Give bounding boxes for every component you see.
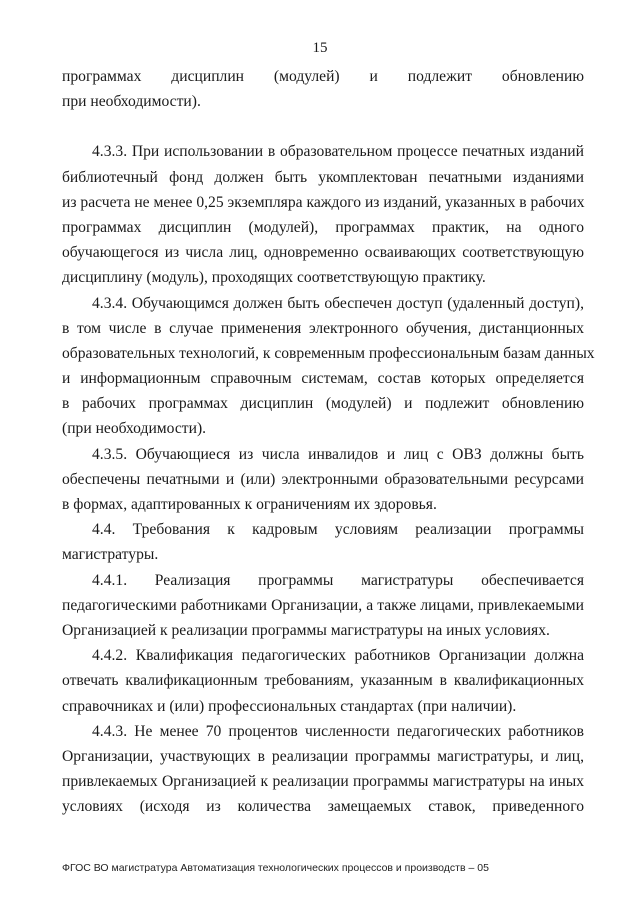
paragraph-start-4-4-1: 4.4.1. Реализация программы магистратуры обеспечивается: [92, 571, 584, 589]
text-line: программах дисциплин (модулей), программах практик, на одного: [62, 218, 584, 236]
text-line: в рабочих программах дисциплин (модулей) и подлежит обновлению: [62, 395, 584, 413]
text-line: (при необходимости).: [62, 420, 207, 438]
text-line: при необходимости).: [62, 93, 201, 111]
text-line: Организацией к реализации программы магистратуры на иных условиях.: [62, 621, 550, 639]
text-line: образовательных технологий, к современным профессиональным базам данных: [62, 344, 595, 362]
text-line: привлекаемых Организацией к реализации программы магистратуры на иных: [62, 773, 584, 791]
document-footer: ФГОС ВО магистратура Автоматизация технологических процессов и производств – 05: [62, 862, 489, 874]
text-line: Организации, участвующих в реализации программы магистратуры, и лиц,: [62, 747, 584, 765]
document-body: [62, 64, 595, 819]
paragraph-start-4-3-4: 4.3.4. Обучающимся должен быть обеспечен доступ (удаленный доступ),: [92, 294, 584, 312]
text-line: магистратуры.: [62, 546, 159, 564]
text-line: и информационным справочным системам, состав которых определяется: [62, 370, 584, 388]
text-line: отвечать квалификационным требованиям, указанным в квалификационных: [62, 672, 584, 690]
text-line: справочниках и (или) профессиональных стандартах (при наличии).: [62, 697, 517, 715]
section-heading-4-4: 4.4. Требования к кадровым условиям реализации программы: [92, 521, 584, 539]
text-line: программах дисциплин (модулей) и подлежит обновлению: [62, 68, 584, 85]
text-line: педагогическими работниками Организации, а также лицами, привлекаемыми: [62, 596, 584, 614]
text-line: библиотечный фонд должен быть укомплектован печатными изданиями: [62, 168, 584, 186]
text-line: обеспечены печатными и (или) электронными образовательными ресурсами: [62, 470, 584, 488]
page-number: 15: [312, 40, 328, 56]
paragraph-start-4-4-2: 4.4.2. Квалификация педагогических работников Организации должна: [92, 647, 584, 665]
paragraph-start-4-3-3: 4.3.3. При использовании в образовательном процессе печатных изданий: [92, 143, 584, 161]
text-line: в формах, адаптированных к ограничениям их здоровья.: [62, 496, 437, 513]
paragraph-start-4-4-3: 4.4.3. Не менее 70 процентов численности педагогических работников: [92, 722, 584, 740]
text-line: обучающегося из числа лиц, одновременно осваивающих соответствующую: [62, 244, 584, 262]
text-line: в том числе в случае применения электронного обучения, дистанционных: [62, 319, 584, 337]
text-line: дисциплину (модуль), проходящих соответствующую практику.: [62, 269, 486, 287]
text-line: из расчета не менее 0,25 экземпляра каждого из изданий, указанных в рабочих: [62, 193, 585, 211]
text-line: условиях (исходя из количества замещаемых ставок, приведенного: [62, 798, 584, 816]
paragraph-start-4-3-5: 4.3.5. Обучающиеся из числа инвалидов и лиц с ОВЗ должны быть: [92, 445, 584, 463]
